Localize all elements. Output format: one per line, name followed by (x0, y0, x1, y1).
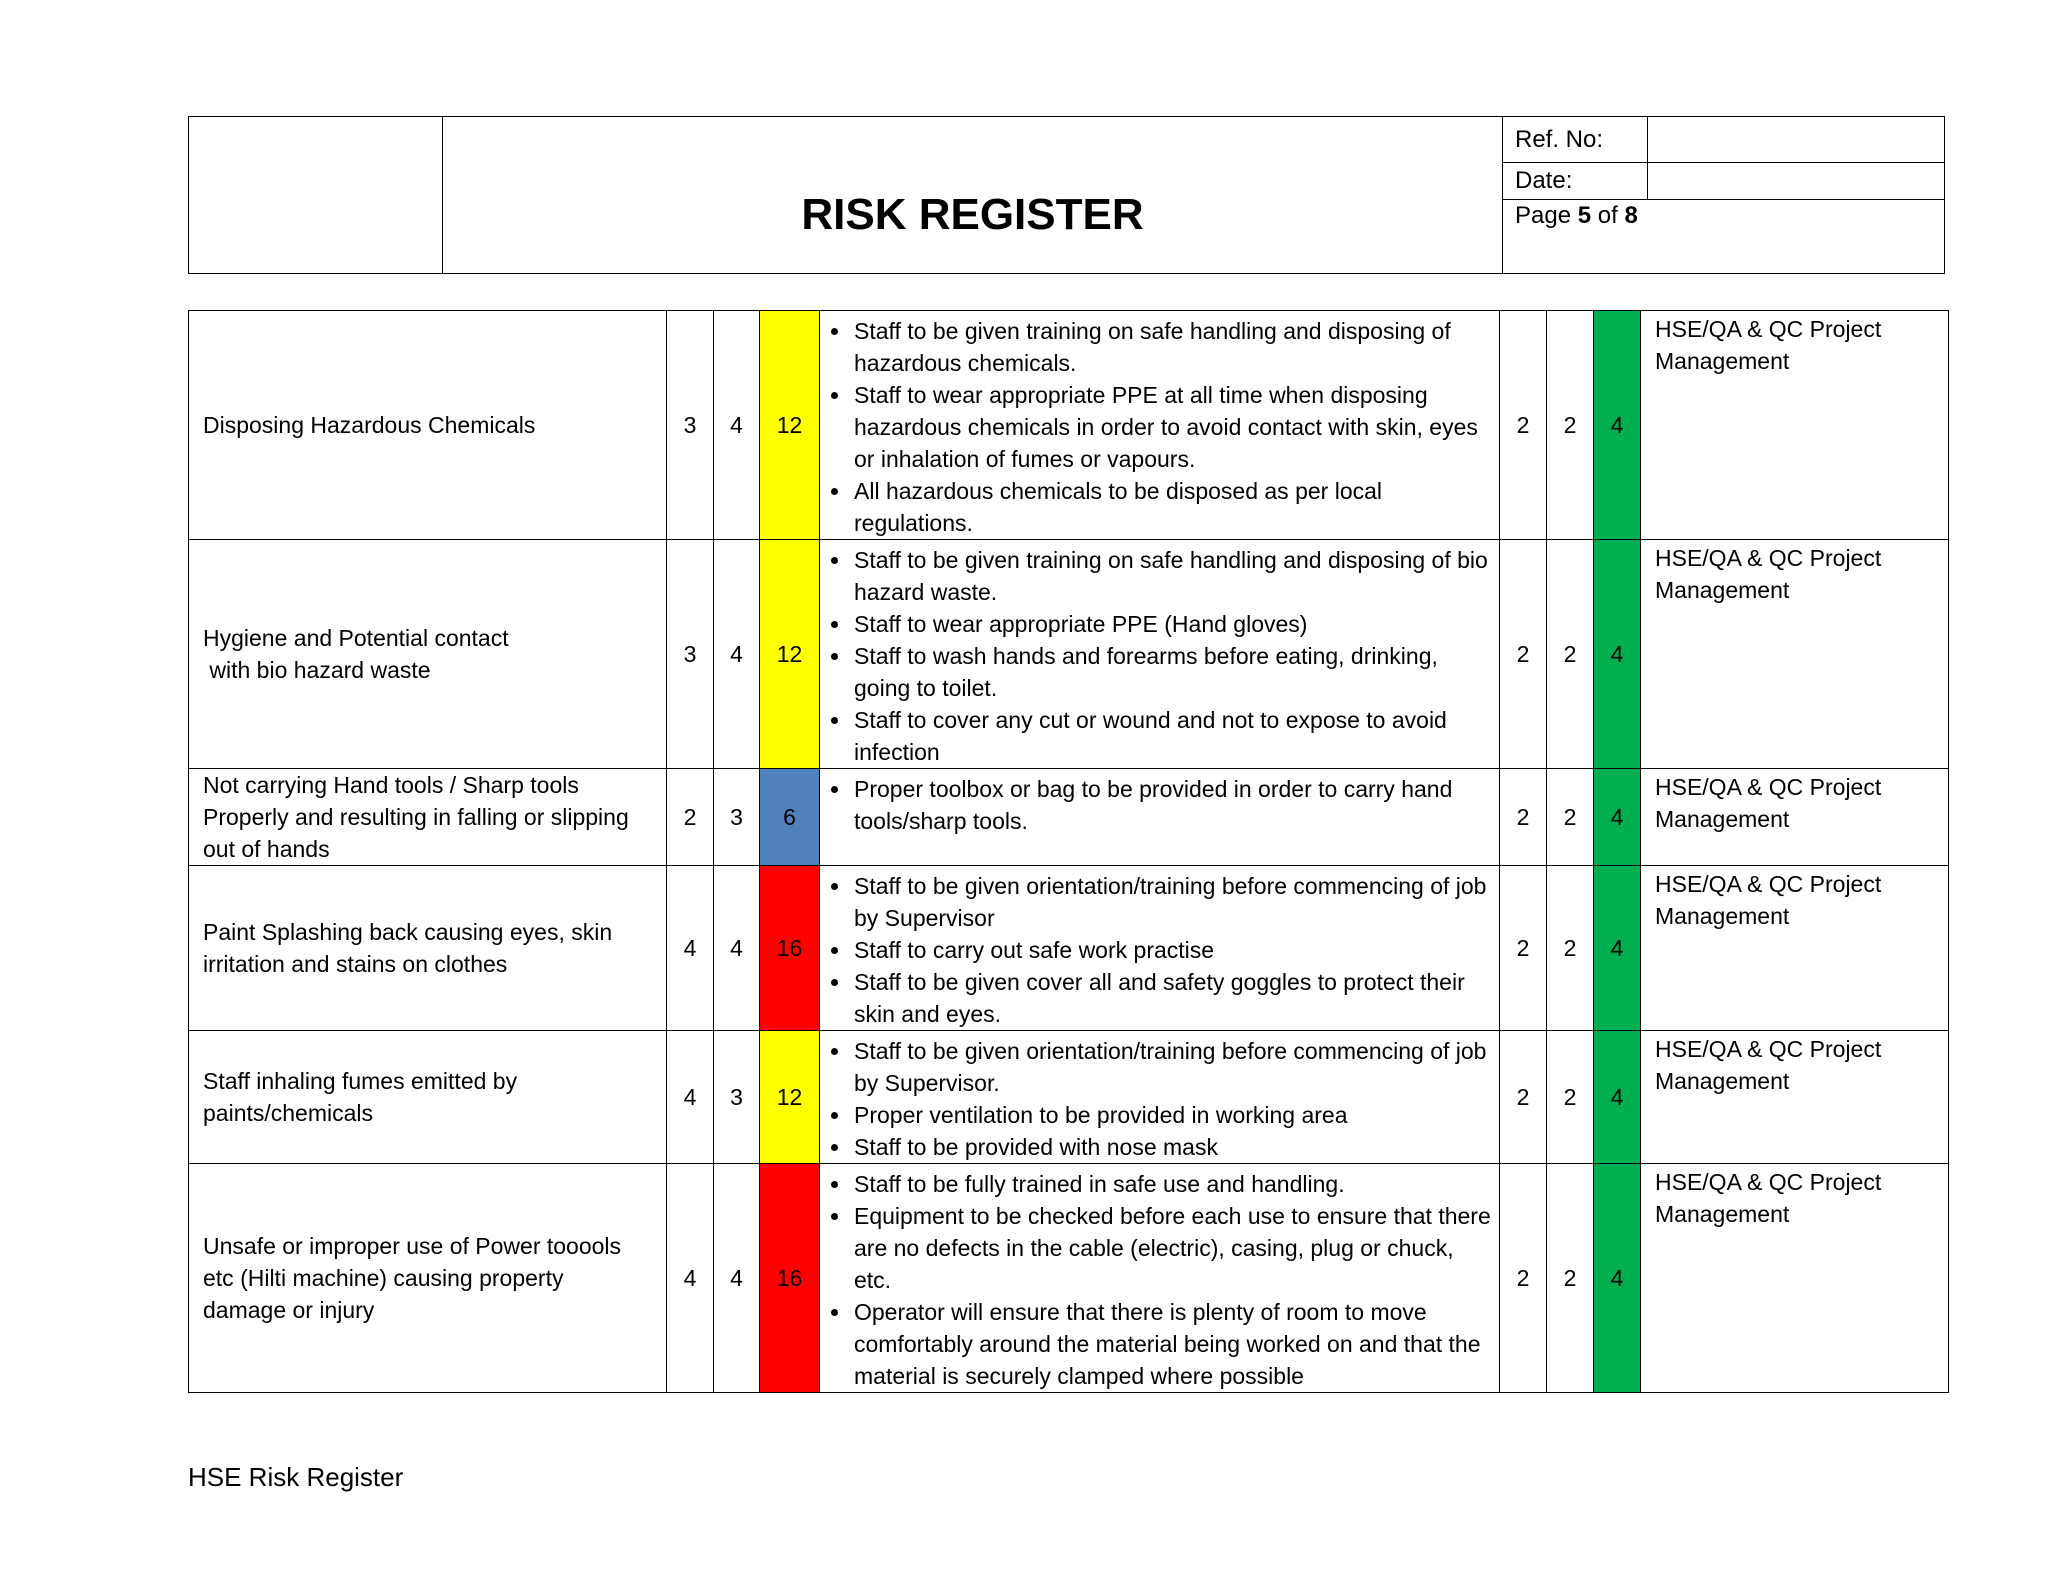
control-item: • Staff to be provided with nose mask (852, 1131, 1493, 1163)
severity-value: 4 (714, 540, 760, 769)
hazard-line: with bio hazard waste (203, 657, 431, 683)
residual-severity: 2 (1547, 769, 1594, 866)
hazard-description (189, 540, 667, 769)
control-item: • Staff to be fully trained in safe use and handling. (852, 1168, 1493, 1200)
likelihood-value: 4 (667, 1164, 714, 1393)
date-value (1648, 163, 1945, 199)
residual-rating: 4 (1594, 1031, 1641, 1164)
hazard-description (189, 1031, 667, 1164)
likelihood-value: 4 (667, 1031, 714, 1164)
control-item: • Staff to be given orientation/training before commencing of job by Supervisor. (852, 1035, 1493, 1099)
hazard-description (189, 769, 667, 866)
control-measures (820, 1031, 1500, 1164)
control-item: • Staff to wash hands and forearms before eating, drinking, going to toilet. (852, 640, 1493, 704)
control-item: • Staff to cover any cut or wound and not to expose to avoid infection (852, 704, 1493, 768)
likelihood-value: 2 (667, 769, 714, 866)
residual-severity: 2 (1547, 540, 1594, 769)
risk-row (189, 311, 1949, 540)
hazard-line: Not carrying Hand tools / Sharp tools Properly and resulting in falling or slipping out of hands (203, 772, 629, 862)
hazard-description (189, 1164, 667, 1393)
severity-value: 4 (714, 866, 760, 1031)
control-measures (820, 540, 1500, 769)
residual-severity: 2 (1547, 866, 1594, 1031)
risk-rating: 12 (760, 1031, 820, 1164)
document-header (188, 116, 1945, 274)
page-indicator (1503, 199, 1945, 274)
logo-cell (189, 117, 443, 274)
control-list (830, 1168, 1493, 1392)
severity-value: 3 (714, 1031, 760, 1164)
hazard-description (189, 866, 667, 1031)
control-list (830, 870, 1493, 1030)
hazard-line: Hygiene and Potential contact (203, 625, 509, 651)
control-measures (820, 311, 1500, 540)
control-list (830, 544, 1493, 768)
residual-likelihood: 2 (1500, 1031, 1547, 1164)
control-item: • Equipment to be checked before each use to ensure that there are no defects in the cable (electric), casing, plug or chuck, etc. (852, 1200, 1493, 1296)
responsibility: HSE/QA & QC Project Management (1641, 540, 1949, 769)
control-item: • All hazardous chemicals to be disposed as per local regulations. (852, 475, 1493, 539)
residual-likelihood: 2 (1500, 311, 1547, 540)
control-item: • Operator will ensure that there is plenty of room to move comfortably around the material being worked on and that the material is securely clamped where possible (852, 1296, 1493, 1392)
residual-rating: 4 (1594, 1164, 1641, 1393)
risk-rating: 12 (760, 311, 820, 540)
residual-severity: 2 (1547, 311, 1594, 540)
residual-severity: 2 (1547, 1164, 1594, 1393)
page-current: 5 (1577, 201, 1592, 229)
ref-label: Ref. No: (1503, 117, 1648, 163)
risk-table (188, 310, 1949, 1393)
risk-row (189, 769, 1949, 866)
hazard-line: Staff inhaling fumes emitted by paints/chemicals (203, 1068, 518, 1126)
risk-rating: 16 (760, 866, 820, 1031)
control-item: • Staff to be given orientation/training before commencing of job by Supervisor (852, 870, 1493, 934)
responsibility: HSE/QA & QC Project Management (1641, 866, 1949, 1031)
severity-value: 4 (714, 311, 760, 540)
likelihood-value: 3 (667, 540, 714, 769)
responsibility: HSE/QA & QC Project Management (1641, 1164, 1949, 1393)
control-item: • Staff to wear appropriate PPE at all time when disposing hazardous chemicals in order to avoid contact with skin, eyes or inhalation of fumes or vapours. (852, 379, 1493, 475)
control-item: • Proper toolbox or bag to be provided in order to carry hand tools/sharp tools. (852, 773, 1493, 837)
residual-rating: 4 (1594, 866, 1641, 1031)
severity-value: 4 (714, 1164, 760, 1393)
residual-likelihood: 2 (1500, 866, 1547, 1031)
risk-table-body (189, 311, 1949, 1393)
risk-row (189, 1031, 1949, 1164)
page-total: 8 (1624, 201, 1638, 229)
residual-rating: 4 (1594, 311, 1641, 540)
control-list (830, 315, 1493, 539)
risk-rating: 16 (760, 1164, 820, 1393)
hazard-line: Unsafe or improper use of Power tooools etc (Hilti machine) causing property damage or injury (203, 1233, 622, 1323)
hazard-line: Paint Splashing back causing eyes, skin irritation and stains on clothes (203, 919, 613, 977)
control-item: • Staff to carry out safe work practise (852, 934, 1493, 966)
severity-value: 3 (714, 769, 760, 866)
risk-rating: 6 (760, 769, 820, 866)
residual-likelihood: 2 (1500, 1164, 1547, 1393)
control-measures (820, 866, 1500, 1031)
control-list (830, 1035, 1493, 1163)
responsibility: HSE/QA & QC Project Management (1641, 1031, 1949, 1164)
residual-likelihood: 2 (1500, 769, 1547, 866)
risk-row (189, 866, 1949, 1031)
control-item: • Staff to be given cover all and safety goggles to protect their skin and eyes. (852, 966, 1493, 1030)
hazard-line: Disposing Hazardous Chemicals (203, 412, 536, 438)
control-item: • Staff to wear appropriate PPE (Hand gloves) (852, 608, 1493, 640)
ref-value (1648, 117, 1945, 163)
risk-row (189, 540, 1949, 769)
responsibility: HSE/QA & QC Project Management (1641, 769, 1949, 866)
control-item: • Staff to be given training on safe handling and disposing of bio hazard waste. (852, 544, 1493, 608)
likelihood-value: 3 (667, 311, 714, 540)
control-item: • Staff to be given training on safe handling and disposing of hazardous chemicals. (852, 315, 1493, 379)
residual-likelihood: 2 (1500, 540, 1547, 769)
control-list (830, 773, 1493, 837)
page-title: RISK REGISTER (443, 117, 1503, 274)
residual-rating: 4 (1594, 540, 1641, 769)
residual-rating: 4 (1594, 769, 1641, 866)
control-measures (820, 1164, 1500, 1393)
responsibility: HSE/QA & QC Project Management (1641, 311, 1949, 540)
risk-row (189, 1164, 1949, 1393)
footer-text: HSE Risk Register (188, 1462, 404, 1492)
page-prefix: Page (1515, 201, 1572, 229)
control-measures (820, 769, 1500, 866)
risk-rating: 12 (760, 540, 820, 769)
likelihood-value: 4 (667, 866, 714, 1031)
date-label: Date: (1503, 163, 1648, 199)
residual-severity: 2 (1547, 1031, 1594, 1164)
page-of: of (1597, 201, 1618, 229)
control-item: • Proper ventilation to be provided in working area (852, 1099, 1493, 1131)
hazard-description (189, 311, 667, 540)
